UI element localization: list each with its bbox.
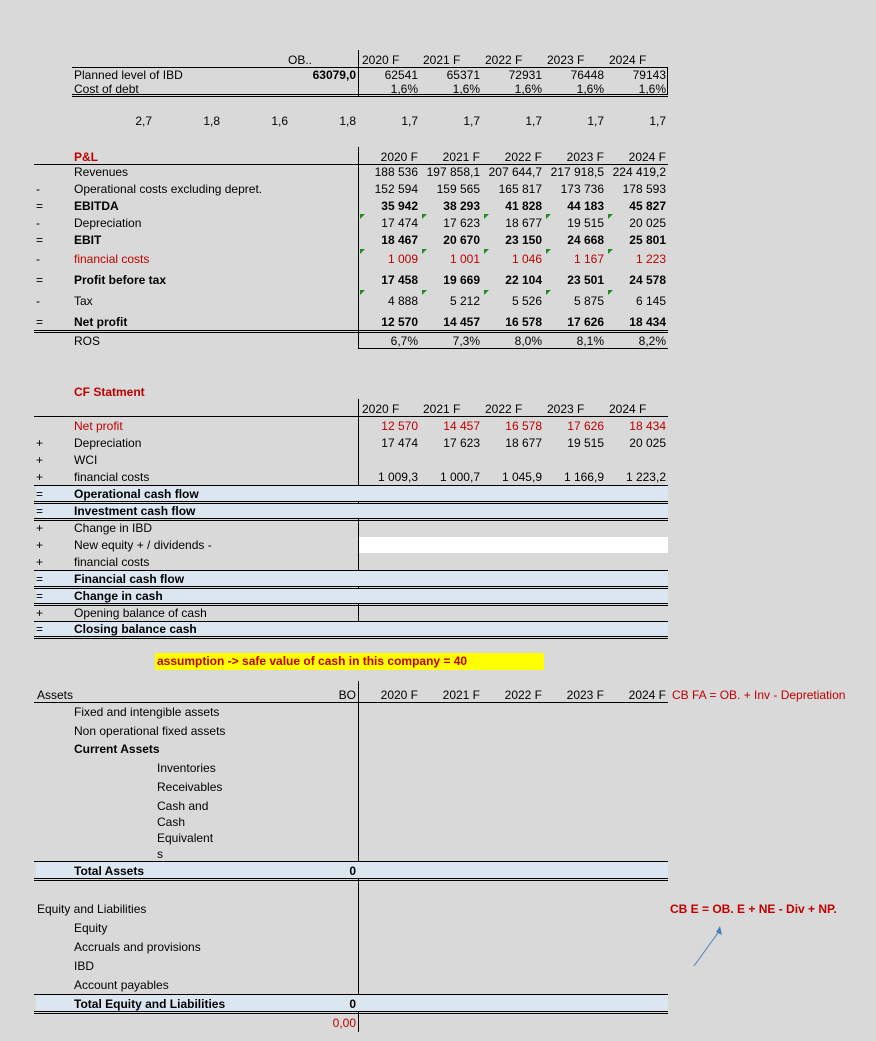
year-header: 2020 F (362, 402, 400, 416)
payables-label: Account payables (74, 978, 169, 992)
pl-value: 19 669 (443, 273, 480, 287)
cf-row-label: Depreciation (74, 436, 142, 450)
cf-row-label: Net profit (74, 419, 123, 433)
pl-value: 41 828 (505, 199, 542, 213)
pl-value: 4 888 (387, 294, 418, 308)
pl-value: 224 419,2 (612, 165, 666, 179)
pl-value: 18 677 (505, 216, 542, 230)
year-header: 2023 F (547, 53, 585, 67)
cost-of-debt-value: 1,6% (514, 82, 542, 96)
cf-row-label: New equity + / dividends - (74, 538, 212, 552)
cf-sign: + (36, 436, 44, 450)
cf-sign: = (36, 487, 44, 501)
cash-label: Cash (157, 815, 186, 829)
pl-value: 1 009 (387, 252, 418, 266)
cf-sign: = (36, 589, 44, 603)
pl-value: 188 536 (374, 165, 418, 179)
year-header: 2020 F (362, 53, 400, 67)
pl-sign: = (36, 233, 44, 247)
pl-row-label: Profit before tax (74, 273, 167, 287)
pl-value: 17 626 (567, 315, 604, 329)
cf-value: 1 000,7 (439, 470, 480, 484)
non-op-assets-label: Non operational fixed assets (74, 724, 226, 738)
cf-row-label: financial costs (74, 555, 150, 569)
pl-value: 23 150 (505, 233, 542, 247)
cbfa-note: CB FA = OB. + Inv - Depretiation (672, 688, 846, 702)
accruals-label: Accruals and provisions (74, 940, 201, 954)
pl-value: 24 578 (629, 273, 666, 287)
ratio-value: 1,7 (401, 114, 418, 128)
year-header: 2023 F (566, 688, 604, 702)
pl-row-label: financial costs (74, 252, 150, 266)
pl-sign: = (36, 273, 44, 287)
ratio-value: 1,7 (463, 114, 480, 128)
cf-sign: + (36, 470, 44, 484)
cf-value: 14 457 (443, 419, 480, 433)
pl-value: 178 593 (622, 182, 666, 196)
cf-row-label: Opening balance of cash (74, 606, 207, 620)
pl-value: 217 918,5 (550, 165, 604, 179)
ratio-value: 1,7 (649, 114, 666, 128)
pl-sign: - (36, 252, 40, 266)
pl-value: 207 644,7 (488, 165, 542, 179)
pl-row-label: Operational costs excluding depret. (74, 182, 263, 196)
pl-row-label: Net profit (74, 315, 128, 329)
year-header: 2024 F (609, 53, 647, 67)
cf-value: 1 045,9 (501, 470, 542, 484)
pl-value: 23 501 (567, 273, 604, 287)
pl-value: 173 736 (560, 182, 604, 196)
cf-row-label: Financial cash flow (74, 572, 185, 586)
cost-of-debt-label: Cost of debt (74, 82, 139, 96)
pl-sign: = (36, 199, 44, 213)
pl-value: 20 670 (443, 233, 480, 247)
cf-value: 17 474 (381, 436, 418, 450)
year-header: 2024 F (609, 402, 647, 416)
cbe-note: CB E = OB. E + NE - Div + NP. (670, 902, 837, 916)
cf-value: 1 223,2 (625, 470, 666, 484)
pl-value: 38 293 (443, 199, 480, 213)
ibd-value: 76448 (570, 68, 604, 82)
pl-value: 18 434 (629, 315, 666, 329)
pl-sign: = (36, 315, 44, 329)
pl-value: 8,0% (514, 334, 542, 348)
cf-row-label: Closing balance cash (74, 622, 197, 636)
pl-value: 5 875 (573, 294, 604, 308)
pl-value: 1 046 (511, 252, 542, 266)
pl-value: 25 801 (629, 233, 666, 247)
cf-sign: + (36, 538, 44, 552)
cf-value: 18 677 (505, 436, 542, 450)
pl-value: 8,2% (638, 334, 666, 348)
year-header: 2020 F (380, 688, 418, 702)
pl-row-label: Tax (74, 294, 93, 308)
pl-value: 5 212 (449, 294, 480, 308)
pl-sign: - (36, 294, 40, 308)
pl-value: 44 183 (567, 199, 604, 213)
pl-value: 19 515 (567, 216, 604, 230)
cost-of-debt-value: 1,6% (390, 82, 418, 96)
total-assets-label: Total Assets (74, 864, 145, 878)
ibd-label: Planned level of IBD (74, 68, 183, 82)
receivables-label: Receivables (157, 780, 223, 794)
cf-value: 18 434 (629, 419, 666, 433)
pl-row-label: EBITDA (74, 199, 119, 213)
year-header: 2023 F (566, 150, 604, 164)
assets-label: Assets (37, 688, 74, 702)
cf-row-label: financial costs (74, 470, 150, 484)
pl-sign: - (36, 216, 40, 230)
cash-label: Equivalent (157, 831, 214, 845)
total-eq-liab-label: Total Equity and Liabilities (74, 997, 226, 1011)
ratio-value: 2,7 (135, 114, 152, 128)
year-header: 2020 F (380, 150, 418, 164)
pl-sign: - (36, 182, 40, 196)
ob-value: 63079,0 (312, 68, 356, 82)
pl-value: 12 570 (381, 315, 418, 329)
ibd-value: 72931 (508, 68, 542, 82)
cf-row-label: Change in cash (74, 589, 163, 603)
pl-value: 159 565 (436, 182, 480, 196)
pl-value: 1 223 (635, 252, 666, 266)
equity-label: Equity (74, 921, 108, 935)
cf-sign: + (36, 521, 44, 535)
cost-of-debt-value: 1,6% (638, 82, 666, 96)
pl-value: 14 457 (443, 315, 480, 329)
pl-title: P&L (74, 150, 98, 164)
ratio-value: 1,7 (587, 114, 604, 128)
year-header: 2022 F (485, 402, 523, 416)
cf-sign: + (36, 606, 44, 620)
cf-row-label: WCI (74, 453, 98, 467)
year-header: 2021 F (423, 53, 461, 67)
cf-value: 12 570 (381, 419, 418, 433)
pl-value: 20 025 (629, 216, 666, 230)
pl-value: 17 623 (443, 216, 480, 230)
pl-value: 8,1% (576, 334, 604, 348)
pl-value: 7,3% (452, 334, 480, 348)
bo-label: BO (338, 688, 356, 702)
pl-value: 24 668 (567, 233, 604, 247)
ob-label: OB.. (287, 53, 312, 67)
pl-row-label: Revenues (74, 165, 129, 179)
pl-row-label: ROS (74, 334, 101, 348)
pl-value: 1 001 (449, 252, 480, 266)
pl-value: 165 817 (498, 182, 542, 196)
eq-liab-label: Equity and Liabilities (37, 902, 147, 916)
cf-sign: + (36, 453, 44, 467)
pl-value: 35 942 (381, 199, 418, 213)
cf-title: CF Statment (74, 385, 145, 399)
cost-of-debt-value: 1,6% (452, 82, 480, 96)
ratio-value: 1,6 (271, 114, 288, 128)
cash-label: s (157, 847, 163, 861)
pl-value: 45 827 (629, 199, 666, 213)
pl-value: 16 578 (505, 315, 542, 329)
cf-value: 19 515 (567, 436, 604, 450)
cost-of-debt-value: 1,6% (576, 82, 604, 96)
assumption-note: assumption -> safe value of cash in this company = 40 (155, 653, 544, 670)
total-eq-liab-value: 0 (349, 997, 356, 1011)
year-header: 2024 F (628, 150, 666, 164)
pl-row-label: Depreciation (74, 216, 142, 230)
ibd-value: 79143 (632, 68, 666, 82)
current-assets-label: Current Assets (74, 742, 160, 756)
cash-label: Cash and (157, 799, 209, 813)
year-header: 2021 F (442, 150, 480, 164)
pl-value: 18 467 (381, 233, 418, 247)
pl-value: 6,7% (390, 334, 418, 348)
arrow-icon (690, 922, 730, 968)
ratio-value: 1,7 (525, 114, 542, 128)
year-header: 2021 F (423, 402, 461, 416)
fixed-assets-label: Fixed and intengible assets (74, 705, 220, 719)
cf-sign: + (36, 555, 44, 569)
year-header: 2022 F (485, 53, 523, 67)
cf-value: 16 578 (505, 419, 542, 433)
cf-value: 17 626 (567, 419, 604, 433)
pl-row-label: EBIT (74, 233, 102, 247)
pl-value: 17 474 (381, 216, 418, 230)
ibd-value: 62541 (384, 68, 418, 82)
cf-row-label: Investment cash flow (74, 504, 196, 518)
total-assets-value: 0 (349, 864, 356, 878)
cf-value: 1 166,9 (563, 470, 604, 484)
pl-value: 197 858,1 (426, 165, 480, 179)
pl-value: 5 526 (511, 294, 542, 308)
ibd-value: 65371 (446, 68, 480, 82)
year-header: 2022 F (504, 688, 542, 702)
cf-sign: = (36, 504, 44, 518)
cf-value: 17 623 (443, 436, 480, 450)
pl-value: 152 594 (374, 182, 418, 196)
cf-sign: = (36, 572, 44, 586)
cf-row-label: Change in IBD (74, 521, 153, 535)
pl-value: 6 145 (635, 294, 666, 308)
ibd-label: IBD (74, 959, 95, 973)
year-header: 2021 F (442, 688, 480, 702)
cf-row-label: Operational cash flow (74, 487, 199, 501)
pl-value: 17 458 (381, 273, 418, 287)
pl-value: 1 167 (573, 252, 604, 266)
year-header: 2023 F (547, 402, 585, 416)
year-header: 2022 F (504, 150, 542, 164)
year-header: 2024 F (628, 688, 666, 702)
ratio-value: 1,8 (339, 114, 356, 128)
inventories-label: Inventories (157, 761, 216, 775)
cf-value: 20 025 (629, 436, 666, 450)
cf-sign: = (36, 622, 44, 636)
pl-value: 22 104 (505, 273, 542, 287)
check-value: 0,00 (332, 1016, 356, 1030)
ratio-value: 1,8 (203, 114, 220, 128)
cf-value: 1 009,3 (377, 470, 418, 484)
